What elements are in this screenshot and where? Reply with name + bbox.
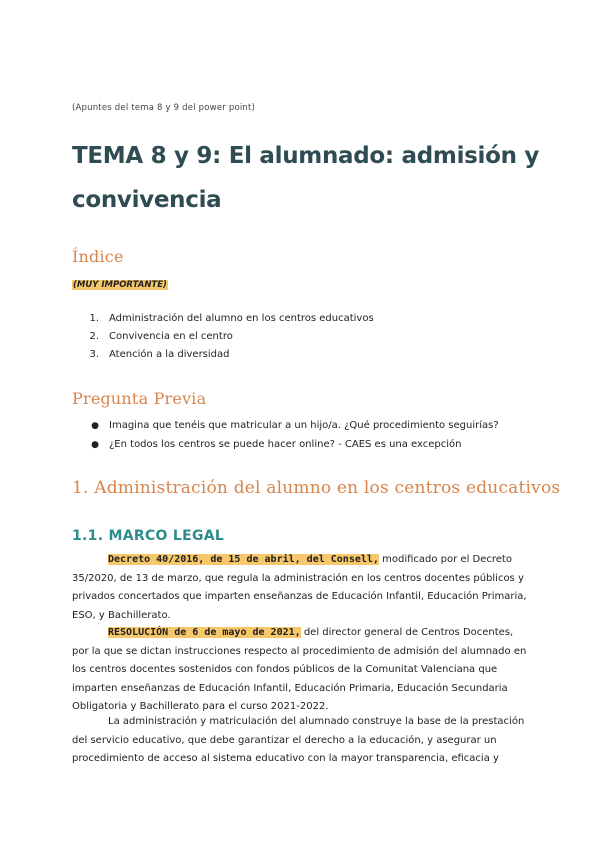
paragraph-text: La administración y matriculación del alumnado construye la base de la prestación del servicio educativo, que debe garantizar el derecho a la educación, y asegurar un procedimiento de acceso al sistema educativo con la mayor transparencia, eficacia y [72,716,525,764]
paragraph-resolucion [72,624,532,717]
subsection-heading: 1.1. MARCO LEGAL [72,528,225,544]
list-item-text: ¿En todos los centros se puede hacer online? - CAES es una excepción [109,439,462,450]
question-list [72,416,499,454]
list-item-text: Atención a la diversidad [109,349,230,360]
index-heading: Índice [72,247,124,266]
bullet-icon: ● [91,421,99,431]
list-item [72,346,374,364]
page-title: TEMA 8 y 9: El alumnado: admisión y convivencia [72,143,540,213]
list-number: 2. [89,331,99,342]
list-item-text: Imagina que tenéis que matricular a un hijo/a. ¿Qué procedimiento seguirías? [109,420,499,431]
list-number: 3. [89,349,99,360]
list-item-text: Administración del alumno en los centros educativos [109,313,374,324]
list-item [72,310,374,328]
list-number: 1. [89,313,99,324]
paragraph-text: modificado por el Decreto 35/2020, de 13 de marzo, que regula la administración en los centros docentes públicos y privados concertados que imparten enseñanzas de Educación Infantil, Educación Primaria, ESO, y Bachillerato. [72,554,527,621]
list-item [72,328,374,346]
highlight-decreto: Decreto 40/2016, de 15 de abril, del Consell, [108,554,379,565]
paragraph-text: del director general de Centros Docentes, por la que se dictan instrucciones respecto al procedimiento de admisión del alumnado en los centros docentes sostenidos con fondos públicos de la Comunitat Valenciana que imparten enseñanzas de Educación Infantil, Educación Primaria, Educación Secundaria Obligatoria y Bachillerato para el curso 2021-2022. [72,627,527,712]
index-list [72,310,374,364]
important-badge: (MUY IMPORTANTE) [73,280,167,290]
list-item [72,435,499,454]
bullet-icon: ● [91,440,99,450]
list-item-text: Convivencia en el centro [109,331,233,342]
highlight-resolucion: RESOLUCIÓN de 6 de mayo de 2021, [108,627,301,638]
list-item [72,416,499,435]
section-heading: 1. Administración del alumno en los centros educativos [72,478,561,498]
paragraph-administracion [72,713,532,769]
source-note: (Apuntes del tema 8 y 9 del power point) [72,103,256,113]
previous-question-heading: Pregunta Previa [72,389,207,408]
paragraph-decreto [72,551,532,625]
